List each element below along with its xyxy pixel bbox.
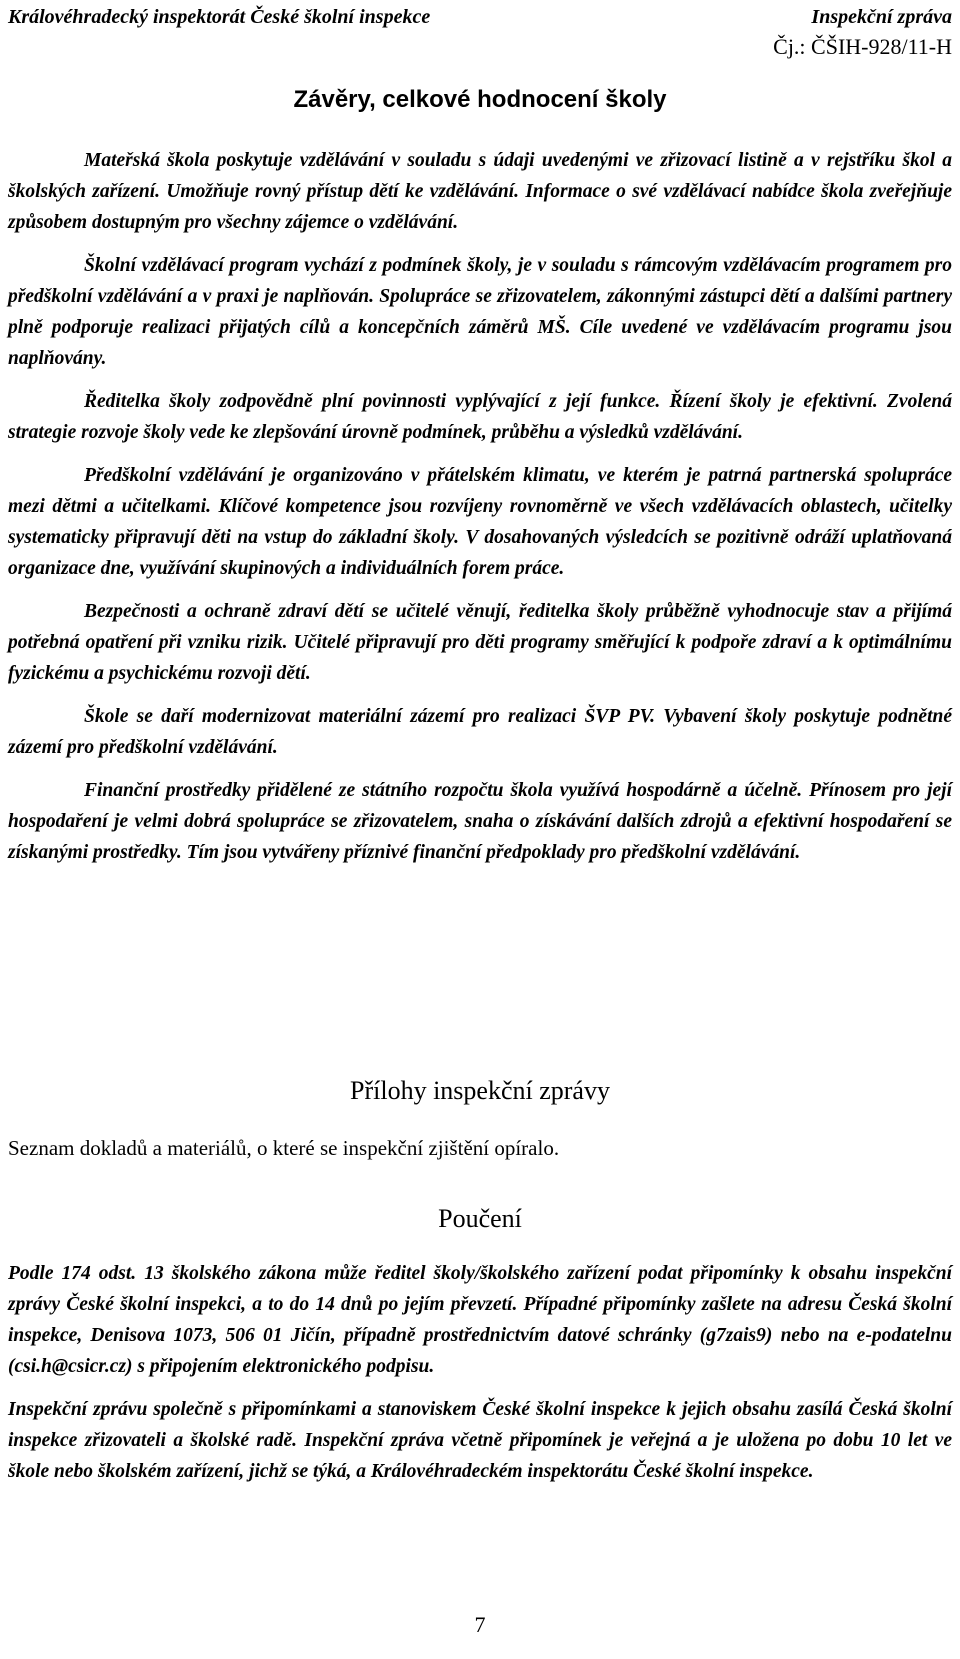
conclusions-paragraph: Škole se daří modernizovat materiální zázemí pro realizaci ŠVP PV. Vybavení školy poskytuje podnětné zázemí pro předškolní vzdělávání. [8, 706, 952, 758]
conclusions-paragraph: Bezpečnosti a ochraně zdraví dětí se učitelé věnují, ředitelka školy průběžně vyhodnocuje stav a přijímá potřebná opatření při vzniku rizik. Učitelé připravují pro děti programy směřující k podpoře zdraví a k optimálnímu fyzickému a psychickému rozvoji dětí. [8, 601, 952, 684]
conclusions-paragraph: Předškolní vzdělávání je organizováno v přátelském klimatu, ve kterém je patrná partnerská spolupráce mezi dětmi a učitelkami. Klíčové kompetence jsou rozvíjeny rovnoměrně ve všech vzdělávacích oblastech, učitelky systematicky připravují děti na vstup do základní školy. V dosahovaných výsledcích se pozitivně odráží uplatňovaná organizace dne, využívání skupinových a individuálních forem práce. [8, 465, 952, 579]
header-doc-type: Inspekční zpráva [811, 6, 952, 28]
notice-body [8, 1258, 952, 1499]
conclusions-paragraph: Školní vzdělávací program vychází z podmínek školy, je v souladu s rámcovým vzdělávacím programem pro předškolní vzdělávání a v praxi je naplňován. Spolupráce se zřizovatelem, zákonnými zástupci dětí a dalšími partnery plně podporuje realizaci přijatých cílů a koncepčních záměrů MŠ. Cíle uvedené ve vzdělávacím programu jsou naplňovány. [8, 255, 952, 369]
annexes-title: Přílohy inspekční zprávy [350, 1076, 610, 1105]
conclusions-paragraph: Ředitelka školy zodpovědně plní povinnosti vyplývající z její funkce. Řízení školy je efektivní. Zvolená strategie rozvoje školy vede ke zlepšování úrovně podmínek, průběhu a výsledků vzdělávání. [8, 391, 952, 443]
header-reference: Čj.: ČŠIH-928/11-H [773, 34, 952, 59]
notice-paragraph: Inspekční zprávu společně s připomínkami a stanoviskem České školní inspekce k jejich obsahu zasílá Česká školní inspekce zřizovateli a školské radě. Inspekční zpráva včetně připomínek je veřejná a je uložena po dobu 10 let ve škole nebo školském zařízení, jichž se týká, a Královéhradeckém inspektorátu České školní inspekce. [8, 1399, 952, 1482]
conclusions-paragraph: Finanční prostředky přidělené ze státního rozpočtu škola využívá hospodárně a účelně. Přínosem pro její hospodaření je velmi dobrá spolupráce se zřizovatelem, snaha o získávání dalších zdrojů a efektivní hospodaření se získanými prostředky. Tím jsou vytvářeny příznivé finanční předpoklady pro předškolní vzdělávání. [8, 780, 952, 863]
conclusions-paragraph: Mateřská škola poskytuje vzdělávání v souladu s údaji uvedenými ve zřizovací listině a v rejstříku škol a školských zařízení. Umožňuje rovný přístup dětí ke vzdělávání. Informace o své vzdělávací nabídce škola zveřejňuje způsobem dostupným pro všechny zájemce o vzdělávání. [8, 150, 952, 233]
page-number: 7 [474, 1612, 486, 1637]
notice-paragraph: Podle 174 odst. 13 školského zákona může ředitel školy/školského zařízení podat připomínky k obsahu inspekční zprávy České školní inspekci, a to do 14 dnů po jejím převzetí. Případné připomínky zašlete na adresu Česká školní inspekce, Denisova 1073, 506 01 Jičín, případně prostřednictvím datové schránky (g7zais9) nebo na e-podatelnu (csi.h@csicr.cz) s připojením elektronického podpisu. [8, 1263, 952, 1377]
header-inspectorate: Královéhradecký inspektorát České školní inspekce [8, 6, 431, 28]
notice-title: Poučení [438, 1204, 522, 1233]
document-page [8, 0, 952, 1659]
conclusions-body [8, 145, 952, 880]
annexes-text: Seznam dokladů a materiálů, o které se inspekční zjištění opíralo. [8, 1136, 560, 1160]
conclusions-title: Závěry, celkové hodnocení školy [293, 86, 667, 113]
page-header [8, 6, 952, 66]
